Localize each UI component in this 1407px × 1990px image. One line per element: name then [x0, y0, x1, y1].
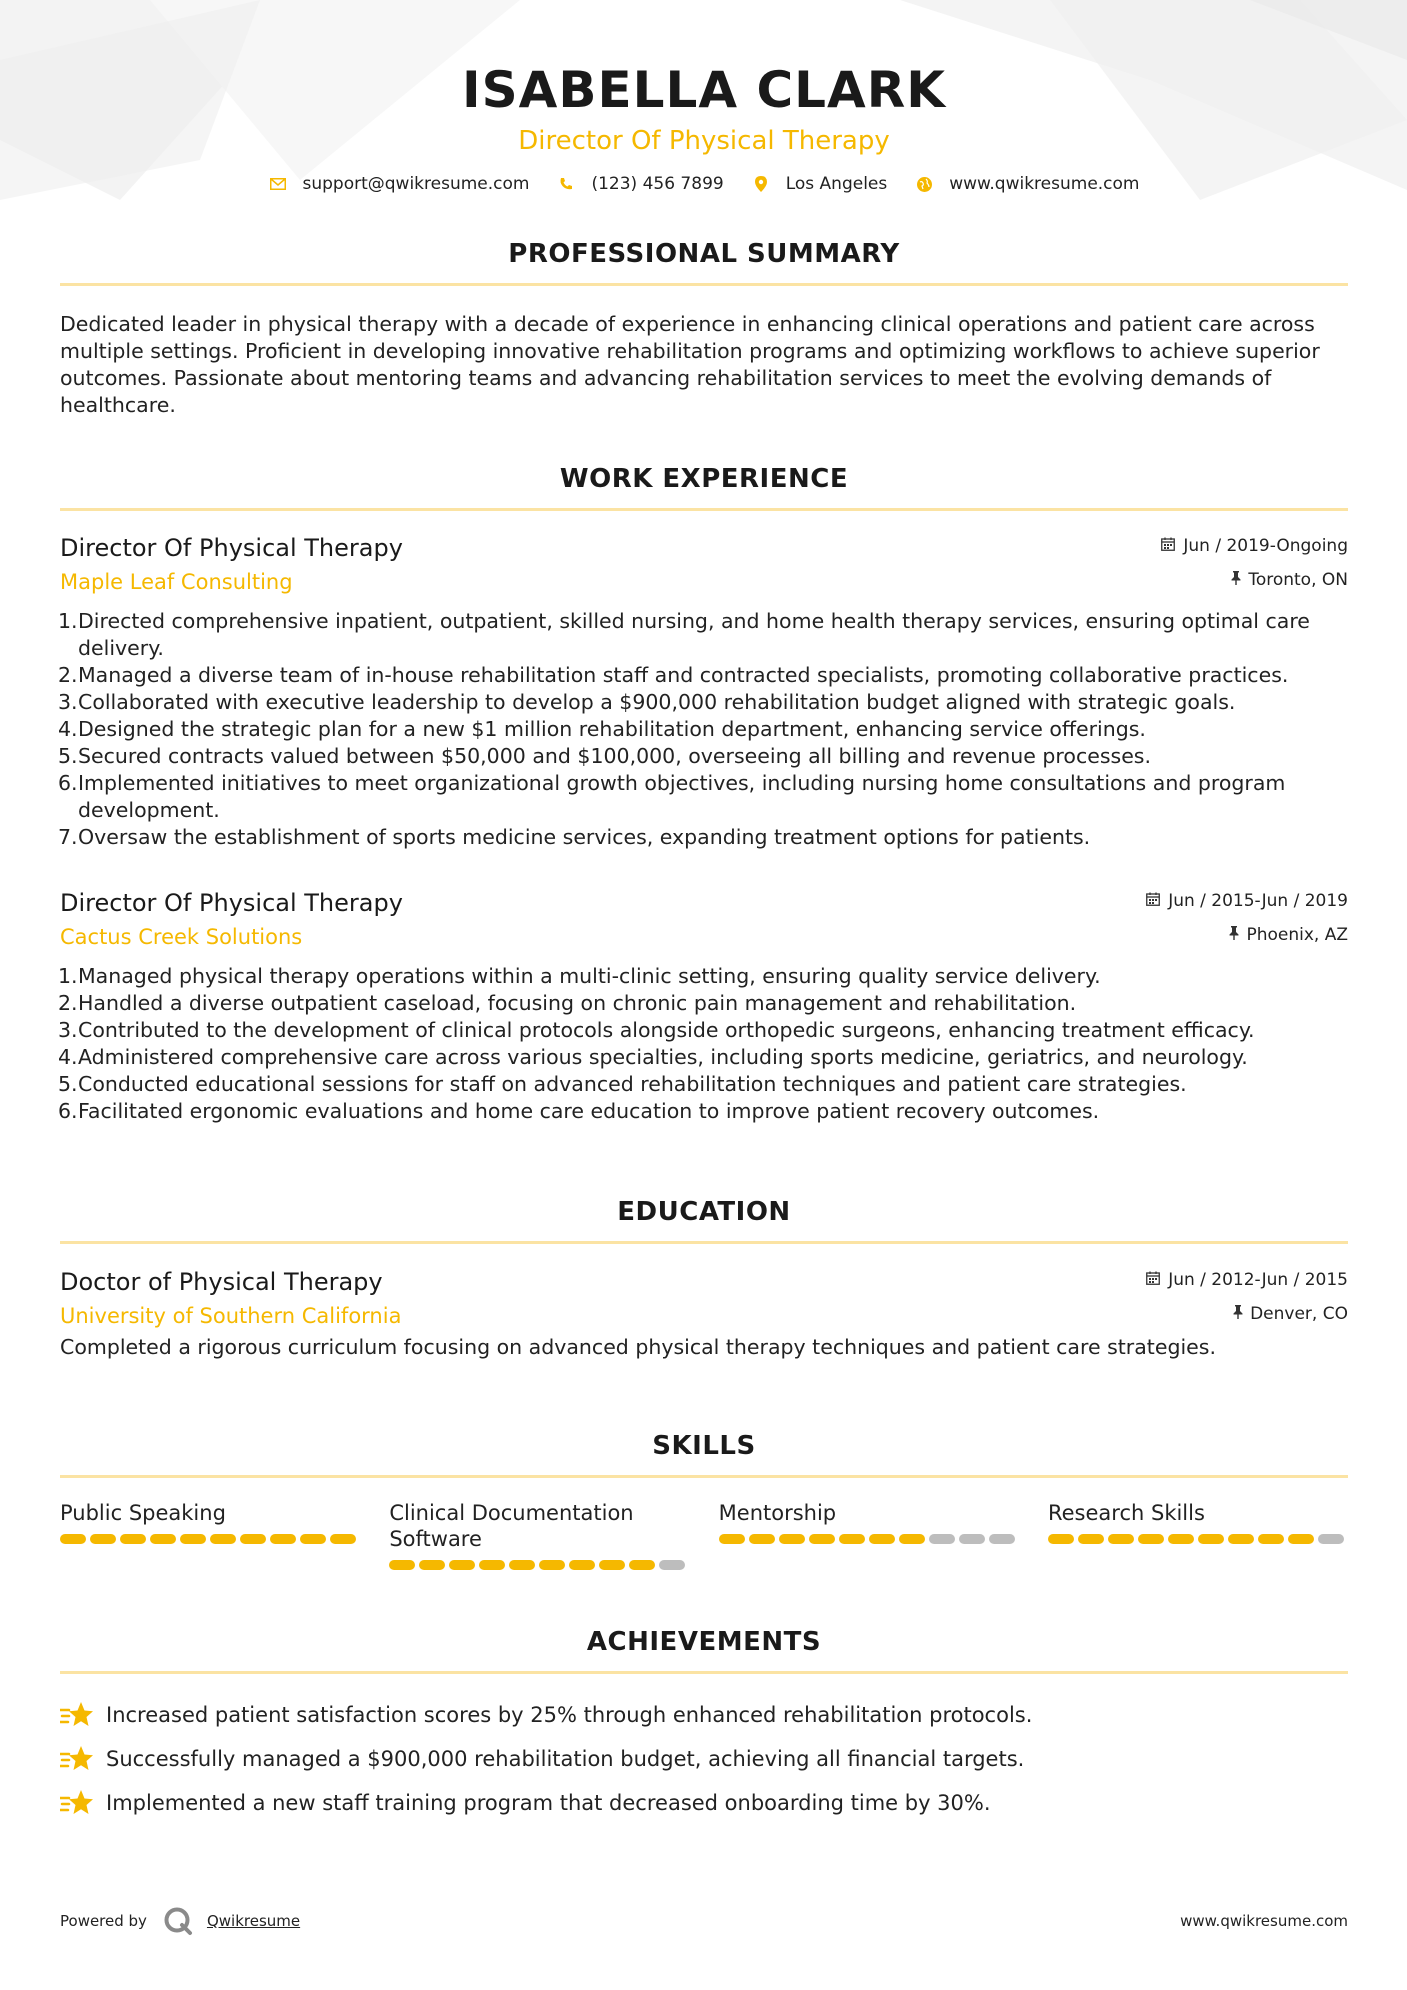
degree-name: Doctor of Physical Therapy: [60, 1268, 383, 1296]
experience-heading: WORK EXPERIENCE: [559, 464, 849, 494]
skill-rating-bar: [719, 1534, 1019, 1544]
envelope-icon: [269, 178, 287, 190]
list-item: 6. Implemented initiatives to meet organizational growth objectives, including nursing home consultations and program development.: [58, 771, 1286, 822]
rating-segment-filled: [539, 1560, 565, 1570]
summary-section: [60, 238, 1348, 419]
job-title: Director Of Physical Therapy: [60, 889, 403, 917]
powered-by: [60, 1906, 300, 1936]
rating-segment-filled: [869, 1534, 895, 1544]
rating-segment-filled: [300, 1534, 326, 1544]
rating-segment-filled: [629, 1560, 655, 1570]
contact-phone[interactable]: [557, 174, 723, 194]
rating-segment-filled: [1078, 1534, 1104, 1544]
achievement-item: [60, 1737, 1348, 1781]
company-name: Maple Leaf Consulting: [60, 570, 293, 594]
page-footer: [60, 1898, 1348, 1938]
rating-segment-empty: [989, 1534, 1015, 1544]
qwikresume-logo-icon: [163, 1906, 193, 1936]
education-description: Completed a rigorous curriculum focusing on advanced physical therapy techniques and patient care strategies.: [60, 1335, 1216, 1359]
rating-segment-filled: [90, 1534, 116, 1544]
pushpin-icon: [1232, 1305, 1244, 1323]
contact-row: [60, 174, 1348, 194]
section-divider: [60, 283, 1348, 286]
star-icon: [60, 1788, 94, 1818]
rating-segment-filled: [569, 1560, 595, 1570]
skill-name: Mentorship: [718, 1501, 837, 1525]
job-dates-text: Jun / 2015-Jun / 2019: [1168, 891, 1348, 911]
experience-section: [60, 463, 1348, 511]
rating-segment-filled: [419, 1560, 445, 1570]
candidate-title: Director Of Physical Therapy: [518, 126, 890, 156]
contact-email[interactable]: [269, 174, 530, 194]
list-item: 5. Conducted educational sessions for staff on advanced rehabilitation techniques and patient care strategies.: [58, 1072, 1187, 1096]
list-item: 5. Secured contracts valued between $50,000 and $100,000, overseeing all billing and revenue processes.: [58, 744, 1151, 768]
education-entry: [60, 1264, 1348, 1361]
section-divider: [60, 508, 1348, 511]
skill-rating-bar: [1048, 1534, 1348, 1544]
achievement-item: [60, 1693, 1348, 1737]
rating-segment-filled: [240, 1534, 266, 1544]
skill-rating-bar: [389, 1560, 689, 1570]
section-divider: [60, 1475, 1348, 1478]
calendar-icon: [1161, 537, 1175, 555]
rating-segment-empty: [1318, 1534, 1344, 1544]
phone-icon: [557, 177, 575, 191]
list-item: 2. Handled a diverse outpatient caseload, focusing on chronic pain management and rehabilitation.: [58, 991, 1077, 1015]
achievements-heading: ACHIEVEMENTS: [586, 1627, 822, 1657]
rating-segment-filled: [779, 1534, 805, 1544]
achievements-section: [60, 1626, 1348, 1825]
list-item: 3. Collaborated with executive leadership to develop a $900,000 rehabilitation budget aligned with strategic goals.: [58, 690, 1236, 714]
rating-segment-filled: [1258, 1534, 1284, 1544]
skill-item: [389, 1500, 689, 1570]
contact-email-text: support@qwikresume.com: [302, 174, 530, 194]
rating-segment-filled: [210, 1534, 236, 1544]
skill-name: Research Skills: [1047, 1501, 1205, 1525]
rating-segment-empty: [659, 1560, 685, 1570]
rating-segment-filled: [330, 1534, 356, 1544]
rating-segment-filled: [809, 1534, 835, 1544]
skill-name: Clinical Documentation Software: [389, 1501, 634, 1551]
education-heading: EDUCATION: [617, 1197, 791, 1227]
section-divider: [60, 1241, 1348, 1244]
job-entry-1: [60, 530, 1348, 851]
education-dates-text: Jun / 2012-Jun / 2015: [1168, 1270, 1348, 1290]
rating-segment-filled: [389, 1560, 415, 1570]
summary-text: Dedicated leader in physical therapy with a decade of experience in enhancing clinical operations and patient care across multiple settings. Proficient in developing innovative rehabilitation programs and optimizing workflows to achieve superior outcomes. Passionate about mentoring teams and advancing rehabilitation services to meet the evolving demands of healthcare.: [60, 312, 1320, 417]
rating-segment-filled: [120, 1534, 146, 1544]
candidate-name: ISABELLA CLARK: [462, 61, 946, 119]
education-location: [1232, 1304, 1348, 1324]
contact-location: [752, 174, 888, 194]
rating-segment-filled: [479, 1560, 505, 1570]
section-divider: [60, 1671, 1348, 1674]
resume-header: [60, 0, 1348, 194]
education-section: [60, 1196, 1348, 1244]
globe-icon: [915, 177, 933, 192]
job-title: Director Of Physical Therapy: [60, 534, 403, 562]
skills-row: [60, 1500, 1348, 1570]
resume-content: [58, 0, 1348, 1815]
achievement-text: Implemented a new staff training program that decreased onboarding time by 30%.: [106, 1791, 991, 1815]
list-item: 1. Directed comprehensive inpatient, outpatient, skilled nursing, and home health therapy services, ensuring optimal care delivery.: [58, 609, 1310, 660]
skill-item: [719, 1500, 1019, 1570]
skill-rating-bar: [60, 1534, 360, 1544]
footer-website[interactable]: www.qwikresume.com: [1180, 1912, 1348, 1930]
pushpin-icon: [1230, 571, 1242, 589]
job-dates-text: Jun / 2019-Ongoing: [1183, 536, 1348, 556]
rating-segment-filled: [1168, 1534, 1194, 1544]
map-pin-icon: [752, 176, 770, 192]
contact-website-text: www.qwikresume.com: [949, 174, 1140, 194]
job-location-text: Toronto, ON: [1248, 570, 1348, 590]
skills-heading: SKILLS: [652, 1431, 756, 1461]
skill-name: Public Speaking: [60, 1501, 226, 1525]
rating-segment-filled: [449, 1560, 475, 1570]
rating-segment-filled: [719, 1534, 745, 1544]
rating-segment-filled: [1048, 1534, 1074, 1544]
rating-segment-filled: [509, 1560, 535, 1570]
rating-segment-empty: [959, 1534, 985, 1544]
job-dates: [1146, 891, 1348, 911]
list-item: 2. Managed a diverse team of in-house rehabilitation staff and contracted specialists, promoting collaborative practices.: [58, 663, 1289, 687]
brand-link[interactable]: Qwikresume: [206, 1912, 301, 1930]
list-item: 4. Administered comprehensive care across various specialties, including sports medicine, geriatrics, and neurology.: [58, 1045, 1248, 1069]
list-item: 4. Designed the strategic plan for a new $1 million rehabilitation department, enhancing service offerings.: [58, 717, 1146, 741]
calendar-icon: [1146, 1271, 1160, 1289]
education-dates: [1146, 1270, 1348, 1290]
rating-segment-filled: [1198, 1534, 1224, 1544]
contact-phone-text: (123) 456 7899: [591, 174, 724, 194]
job-entry-2: [60, 885, 1348, 1125]
rating-segment-empty: [929, 1534, 955, 1544]
rating-segment-filled: [1288, 1534, 1314, 1544]
rating-segment-filled: [899, 1534, 925, 1544]
rating-segment-filled: [150, 1534, 176, 1544]
rating-segment-filled: [599, 1560, 625, 1570]
summary-heading: PROFESSIONAL SUMMARY: [508, 239, 900, 269]
duty-list: [60, 963, 1348, 1125]
list-item: 7. Oversaw the establishment of sports medicine services, expanding treatment options for patients.: [58, 825, 1091, 849]
contact-website[interactable]: [915, 174, 1139, 194]
education-location-text: Denver, CO: [1250, 1304, 1348, 1324]
calendar-icon: [1146, 892, 1160, 910]
rating-segment-filled: [270, 1534, 296, 1544]
job-location: [1228, 925, 1348, 945]
rating-segment-filled: [839, 1534, 865, 1544]
company-name: Cactus Creek Solutions: [60, 925, 303, 949]
contact-location-text: Los Angeles: [785, 174, 888, 194]
rating-segment-filled: [180, 1534, 206, 1544]
rating-segment-filled: [60, 1534, 86, 1544]
job-location-text: Phoenix, AZ: [1246, 925, 1348, 945]
school-name: University of Southern California: [60, 1304, 402, 1328]
pushpin-icon: [1228, 926, 1240, 944]
rating-segment-filled: [749, 1534, 775, 1544]
duty-list: [60, 608, 1348, 851]
achievement-list: [60, 1693, 1348, 1825]
achievement-item: [60, 1781, 1348, 1825]
skill-item: [60, 1500, 360, 1570]
powered-by-label: Powered by: [60, 1912, 147, 1930]
list-item: 3. Contributed to the development of clinical protocols alongside orthopedic surgeons, enhancing treatment efficacy.: [58, 1018, 1255, 1042]
list-item: 6. Facilitated ergonomic evaluations and home care education to improve patient recovery outcomes.: [58, 1099, 1100, 1123]
rating-segment-filled: [1228, 1534, 1254, 1544]
skill-item: [1048, 1500, 1348, 1570]
rating-segment-filled: [1108, 1534, 1134, 1544]
job-dates: [1161, 536, 1348, 556]
star-icon: [60, 1744, 94, 1774]
job-location: [1230, 570, 1348, 590]
rating-segment-filled: [1138, 1534, 1164, 1544]
list-item: 1. Managed physical therapy operations within a multi-clinic setting, ensuring quality service delivery.: [58, 964, 1101, 988]
achievement-text: Successfully managed a $900,000 rehabilitation budget, achieving all financial targets.: [106, 1747, 1025, 1771]
star-icon: [60, 1700, 94, 1730]
achievement-text: Increased patient satisfaction scores by 25% through enhanced rehabilitation protocols.: [106, 1703, 1033, 1727]
skills-section: [60, 1430, 1348, 1570]
